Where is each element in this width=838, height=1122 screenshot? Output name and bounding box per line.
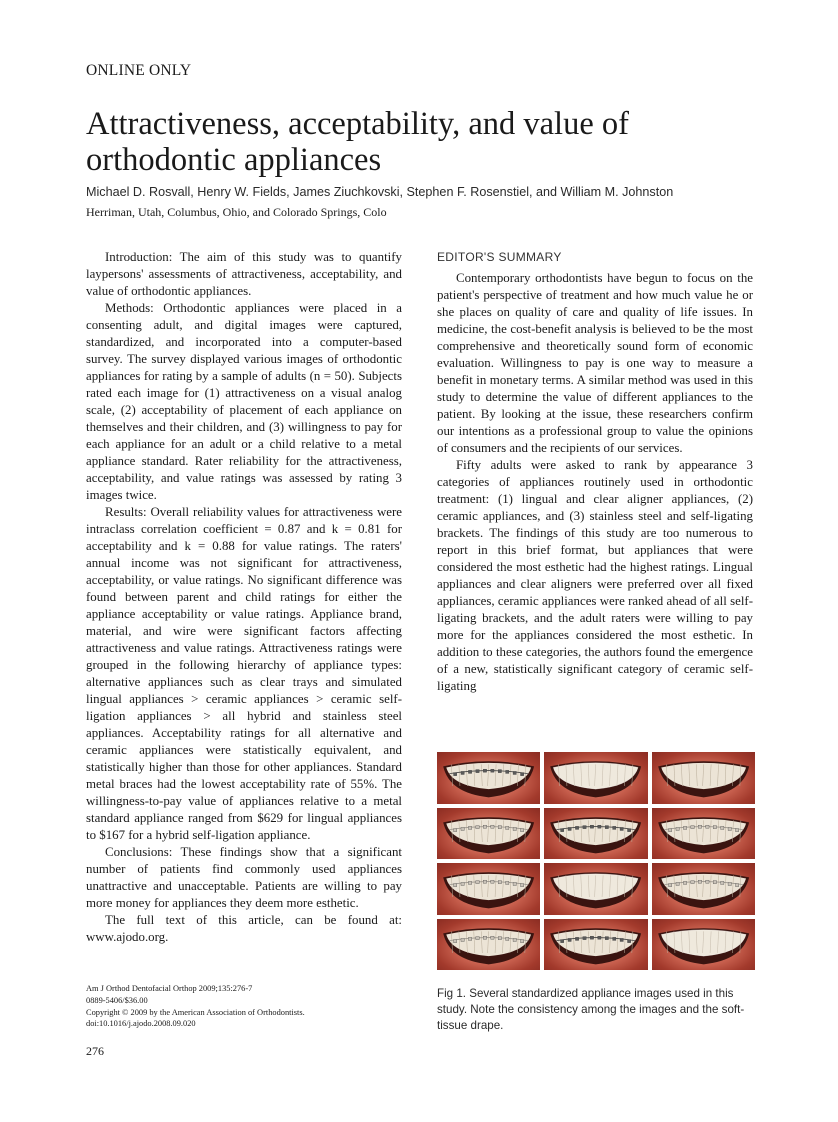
- smile-photo-tile: [652, 808, 755, 860]
- affiliations: Herriman, Utah, Columbus, Ohio, and Colorado Springs, Colo: [86, 205, 387, 219]
- smile-photo-tile: [652, 863, 755, 915]
- smile-photo-tile: [544, 808, 647, 860]
- smile-photo-tile: [652, 919, 755, 971]
- abstract-introduction: Introduction: The aim of this study was to quantify laypersons' assessments of attractiveness, acceptability, and value of orthodontic appliances.: [86, 250, 402, 298]
- editors-summary-heading: EDITOR'S SUMMARY: [437, 250, 562, 264]
- smile-photo-tile: [437, 863, 540, 915]
- smile-photo-tile: [544, 919, 647, 971]
- figure-image-grid: [437, 752, 755, 970]
- abstract-methods: Methods: Orthodontic appliances were placed in a consenting adult, and digital images were captured, standardized, and incorporated into a computer-based survey. The survey displayed various images of orthodontic appliances for rating by a sample of adults (n = 50). Subjects rated each image for (1) attractiveness on a visual analog scale, (2) acceptability of placement of each appliance on themselves and their children, and (3) willingness to pay for each appliance for an adult or a child relative to a metal appliance standard. Rater reliability for the attractiveness, acceptability, and value ratings was assessed by rating 3 images twice.: [86, 301, 402, 502]
- journal-citation: Am J Orthod Dentofacial Orthop 2009;135:276-7: [86, 984, 253, 993]
- editors-summary-column: [437, 249, 753, 695]
- smile-photo-tile: [544, 863, 647, 915]
- abstract-conclusions: Conclusions: These findings show that a significant number of patients find commonly used appliances unattractive and unacceptable. Patients are willing to pay more money for appliances they deem more esthetic.: [86, 845, 402, 910]
- section-label: ONLINE ONLY: [86, 62, 192, 79]
- doi[interactable]: doi:10.1016/j.ajodo.2008.09.020: [86, 1019, 196, 1029]
- smile-photo-tile: [652, 752, 755, 804]
- author-list: Michael D. Rosvall, Henry W. Fields, James Ziuchkovski, Stephen F. Rosenstiel, and William M. Johnston: [86, 185, 674, 199]
- editors-summary-paragraph: Contemporary orthodontists have begun to focus on the patient's perspective of treatment and how much value he or she places on quality of care and quality of life issues. In medicine, the cost-benefit analysis is believed to be the most comprehensive and theoretically sound form of economic evaluation. Willingness to pay is one way to measure a benefit in monetary terms. A similar method was used in this study to determine the value of different appliances to the patient. By looking at the issue, these researchers confirm our intentions as a professional group to value the opinions of consumers and the recipients of our services.: [437, 271, 753, 455]
- full-text-link[interactable]: The full text of this article, can be found at: www.ajodo.org.: [86, 913, 402, 944]
- issn-price: 0889-5406/$36.00: [86, 995, 148, 1005]
- smile-photo-tile: [437, 808, 540, 860]
- copyright-notice: Copyright © 2009 by the American Association of Orthodontists.: [86, 1007, 305, 1017]
- figure-caption: Fig 1. Several standardized appliance images used in this study. Note the consistency among the images and the soft-tissue drape.: [437, 987, 745, 1032]
- page-number: 276: [86, 1044, 104, 1058]
- editors-summary-paragraph: Fifty adults were asked to rank by appearance 3 categories of appliances routinely used in orthodontic treatment: (1) lingual and clear aligner appliances, (2) ceramic appliances, and (3) stainless steel and self-ligating brackets. The findings of this study are too numerous to report in this brief format, but appliances that were considered the most esthetic had the highest ratings. Lingual appliances and clear aligners were preferred over all fixed appliances, ceramic appliances were ranked ahead of all self-ligating brackets, and the adult raters were willing to pay more for the appliances considered the most esthetic. In addition to these categories, the authors found the emergence of a new, statistically significant category of ceramic self-ligating: [437, 458, 753, 693]
- article-title: Attractiveness, acceptability, and value of orthodontic appliances: [86, 106, 629, 178]
- abstract-column: [86, 249, 402, 946]
- article-metadata: [86, 983, 406, 1030]
- abstract-results: Results: Overall reliability values for attractiveness were intraclass correlation coefficient = 0.87 and k = 0.81 for acceptability and k = 0.88 for value ratings. The raters' annual income was not significant for attractiveness, acceptability, or value ratings. No significant difference was found between parent and child ratings for either the appliance acceptability or value ratings. Appliance brand, material, and wire were significant factors affecting attractiveness and value ratings. Attractiveness ratings were grouped in the following hierarchy of appliance types: alternative appliances such as clear trays and simulated lingual appliances > ceramic appliances > ceramic self-ligation appliances > all hybrid and stainless steel appliances. Acceptability ratings for all alternative and ceramic appliances were statistically equivalent, and statistically higher than those for other appliances. Standard metal braces had the lowest acceptability rate of 55%. The willingness-to-pay value of appliances relative to a metal standard appliance ranged from $629 for lingual appliances to $167 for a hybrid self-ligation appliance.: [86, 505, 402, 842]
- smile-photo-tile: [544, 752, 647, 804]
- smile-photo-tile: [437, 752, 540, 804]
- smile-photo-tile: [437, 919, 540, 971]
